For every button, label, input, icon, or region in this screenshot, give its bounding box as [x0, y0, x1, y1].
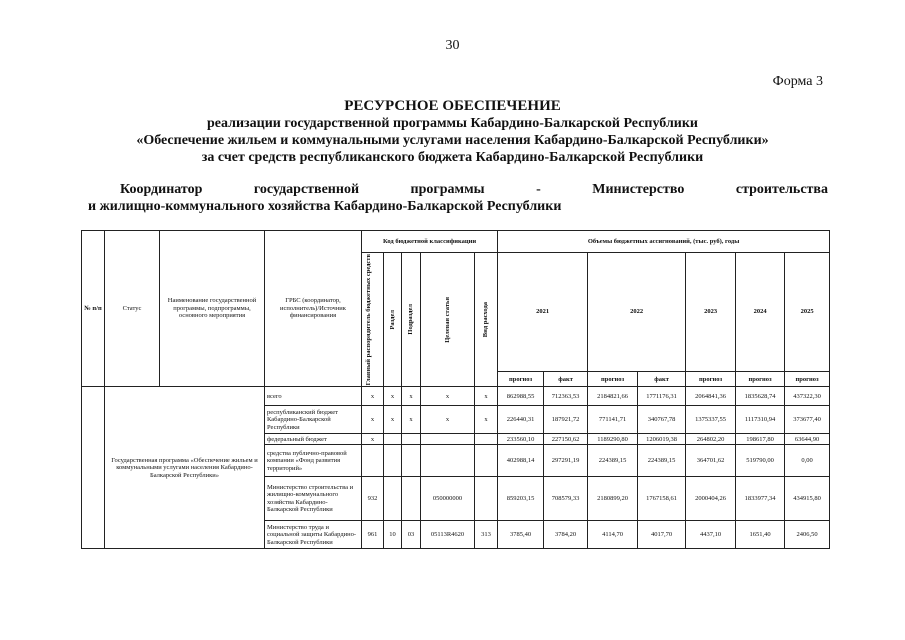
header-kbk-target — [421, 253, 475, 387]
kbk-cell: 10 — [384, 521, 402, 549]
subheader-cell: прогноз — [686, 372, 736, 387]
kbk-cell — [475, 445, 498, 477]
title-line-2: реализации государственной программы Кабардино-Балкарской Республики — [207, 116, 698, 131]
program-name-cell: Государственная программа «Обеспечение жильем и коммунальными услугами населения Кабардино-Балкарской Республики» — [105, 387, 265, 549]
title-line-3: «Обеспечение жильем и коммунальными услугами населения Кабардино-Балкарской Республики» — [136, 133, 769, 148]
table-row — [82, 387, 830, 406]
value-cell: 1375337,55 — [686, 406, 736, 434]
header-kbk-section — [384, 253, 402, 387]
kbk-cell: 932 — [362, 477, 384, 521]
kbk-cell — [362, 445, 384, 477]
kbk-cell: х — [475, 387, 498, 406]
form-label: Форма 3 — [772, 74, 823, 89]
coordinator-word-5: Министерство — [592, 182, 685, 197]
kbk-cell: х — [402, 387, 421, 406]
coordinator-word-2: государственной — [253, 182, 360, 197]
resource-table — [81, 230, 830, 549]
subheader-cell: прогноз — [785, 372, 830, 387]
value-cell: 519790,00 — [736, 445, 785, 477]
kbk-cell: х — [402, 406, 421, 434]
kbk-cell: х — [384, 387, 402, 406]
value-cell: 437322,30 — [785, 387, 830, 406]
value-cell: 434915,80 — [785, 477, 830, 521]
kbk-cell — [402, 445, 421, 477]
value-cell: 859203,15 — [498, 477, 544, 521]
value-cell: 712363,53 — [544, 387, 588, 406]
coordinator-word-6: строительства — [735, 182, 828, 197]
coordinator-block — [88, 181, 828, 215]
kbk-cell — [384, 477, 402, 521]
kbk-cell — [421, 445, 475, 477]
header-status: Статус — [105, 231, 160, 387]
kbk-cell: х — [362, 406, 384, 434]
kbk-cell: х — [421, 406, 475, 434]
value-cell: 402988,14 — [498, 445, 544, 477]
row-number-cell — [82, 387, 105, 549]
header-kbk-group: Код бюджетной классификации — [362, 231, 498, 253]
header-kbk-grbs — [362, 253, 384, 387]
header-year-2023: 2023 — [686, 253, 736, 372]
value-cell: 1833977,34 — [736, 477, 785, 521]
kbk-cell: 313 — [475, 521, 498, 549]
document-title — [80, 97, 825, 166]
header-name: Наименование государственной программы, подпрограммы, основного мероприятия — [160, 231, 265, 387]
title-line-1: РЕСУРСНОЕ ОБЕСПЕЧЕНИЕ — [344, 98, 561, 114]
header-kbk-type — [475, 253, 498, 387]
kbk-cell: 050000000 — [421, 477, 475, 521]
table-body — [82, 387, 830, 549]
header-year-2022: 2022 — [588, 253, 686, 372]
value-cell: 364701,62 — [686, 445, 736, 477]
value-cell: 373677,40 — [785, 406, 830, 434]
header-year-2025: 2025 — [785, 253, 830, 372]
value-cell: 264802,20 — [686, 434, 736, 445]
coordinator-line-2: и жилищно-коммунального хозяйства Кабардино-Балкарской Республики — [88, 199, 562, 214]
source-cell: средства публично-правовой компании «Фонд развития территорий» — [265, 445, 362, 477]
source-cell: Министерство труда и социальной защиты Кабардино-Балкарской Республики — [265, 521, 362, 549]
coordinator-word-4: - — [536, 182, 541, 197]
header-kbk-subsection-text: Подраздел — [407, 304, 415, 335]
coordinator-word-3: программы — [410, 182, 485, 197]
value-cell: 3785,40 — [498, 521, 544, 549]
value-cell: 1771176,31 — [638, 387, 686, 406]
header-kbk-subsection — [402, 253, 421, 387]
value-cell: 63644,90 — [785, 434, 830, 445]
kbk-cell: х — [475, 406, 498, 434]
subheader-cell: факт — [544, 372, 588, 387]
subheader-cell: факт — [638, 372, 686, 387]
header-kbk-type-text: Вид расхода — [482, 302, 490, 338]
source-cell: республиканский бюджет Кабардино-Балкарской Республики — [265, 406, 362, 434]
value-cell: 1767158,61 — [638, 477, 686, 521]
value-cell: 2000404,26 — [686, 477, 736, 521]
value-cell: 187921,72 — [544, 406, 588, 434]
value-cell: 862988,55 — [498, 387, 544, 406]
subheader-cell: прогноз — [498, 372, 544, 387]
kbk-cell: 05113R4620 — [421, 521, 475, 549]
value-cell: 3784,20 — [544, 521, 588, 549]
value-cell: 2180899,20 — [588, 477, 638, 521]
value-cell: 233560,10 — [498, 434, 544, 445]
source-cell: всего — [265, 387, 362, 406]
value-cell: 708579,33 — [544, 477, 588, 521]
value-cell: 198617,80 — [736, 434, 785, 445]
kbk-cell: х — [384, 406, 402, 434]
value-cell: 2064841,36 — [686, 387, 736, 406]
kbk-cell — [475, 434, 498, 445]
header-year-2024: 2024 — [736, 253, 785, 372]
value-cell: 1189290,80 — [588, 434, 638, 445]
value-cell: 340767,78 — [638, 406, 686, 434]
value-cell: 0,00 — [785, 445, 830, 477]
kbk-cell: х — [421, 387, 475, 406]
header-kbk-section-text: Раздел — [388, 309, 396, 330]
value-cell: 1835628,74 — [736, 387, 785, 406]
kbk-cell — [421, 434, 475, 445]
subheader-cell: прогноз — [588, 372, 638, 387]
value-cell: 4437,10 — [686, 521, 736, 549]
page-number: 30 — [445, 38, 460, 53]
value-cell: 2406,50 — [785, 521, 830, 549]
coordinator-word-1: Координатор — [120, 182, 203, 197]
value-cell: 771141,71 — [588, 406, 638, 434]
kbk-cell — [402, 434, 421, 445]
value-cell: 224389,15 — [638, 445, 686, 477]
kbk-cell — [402, 477, 421, 521]
header-kbk-target-text: Целевая статья — [443, 296, 451, 343]
header-year-2021: 2021 — [498, 253, 588, 372]
source-cell: федеральный бюджет — [265, 434, 362, 445]
header-grbs: ГРБС (координатор, исполнитель)/Источник финансирования — [265, 231, 362, 387]
value-cell: 2184821,66 — [588, 387, 638, 406]
source-cell: Министерство строительства и жилищно-коммунального хозяйства Кабардино-Балкарской Республики — [265, 477, 362, 521]
kbk-cell: 961 — [362, 521, 384, 549]
value-cell: 4017,70 — [638, 521, 686, 549]
value-cell: 297291,19 — [544, 445, 588, 477]
kbk-cell: 03 — [402, 521, 421, 549]
header-kbk-grbs-text: Главный распорядитель бюджетных средств — [364, 254, 372, 386]
kbk-cell — [384, 445, 402, 477]
value-cell: 1117310,94 — [736, 406, 785, 434]
subheader-cell: прогноз — [736, 372, 785, 387]
kbk-cell: х — [362, 434, 384, 445]
value-cell: 4114,70 — [588, 521, 638, 549]
kbk-cell — [384, 434, 402, 445]
value-cell: 227150,62 — [544, 434, 588, 445]
header-num: № п/п — [82, 231, 105, 387]
title-line-4: за счет средств республиканского бюджета Кабардино-Балкарской Республики — [201, 150, 704, 165]
kbk-cell: х — [362, 387, 384, 406]
value-cell: 224389,15 — [588, 445, 638, 477]
value-cell: 226440,31 — [498, 406, 544, 434]
value-cell: 1651,40 — [736, 521, 785, 549]
kbk-cell — [475, 477, 498, 521]
header-volumes-group: Объемы бюджетных ассигнований, (тыс. руб), годы — [498, 231, 830, 253]
value-cell: 1206019,38 — [638, 434, 686, 445]
